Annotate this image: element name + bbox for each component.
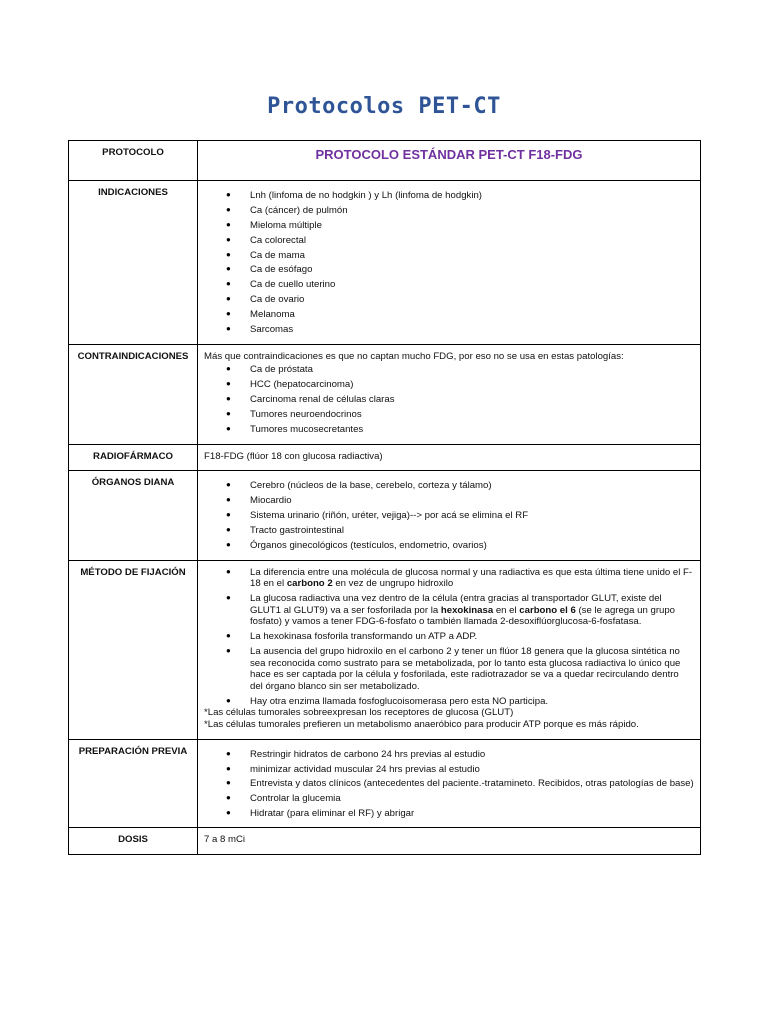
list-item: ● Lnh (linfoma de no hodgkin ) y Lh (linfoma de hodgkin): [204, 190, 694, 202]
list-item: ● Melanoma: [204, 309, 694, 321]
row-contraindicaciones: [69, 344, 701, 444]
list-item: ● La ausencia del grupo hidroxilo en el carbono 2 y tener un flúor 18 genera que la glucosa sintética no sea reconocida como sustrato para se metabolizada, por lo tanto esta glucosa radiactiva lo único que hace es ser captada por la célula y fosforilada, este radiotrazador se va a quedar recirculando dentro del órgano blanco sin ser metabolizado.: [204, 646, 694, 693]
metodo-note: *Las células tumorales prefieren un metabolismo anaeróbico para producir ATP porque es más rápido.: [204, 719, 639, 731]
metodo-text: La glucosa radiactiva una vez dentro de la célula (entra gracias al transportador GLUT, existe del GLUT1 al GLUT9) va a ser fosforilada por la: [250, 593, 662, 616]
list-item: ● La hexokinasa fosforila transformando un ATP a ADP.: [204, 631, 694, 643]
contraindicaciones-label: CONTRAINDICACIONES: [69, 344, 198, 444]
dosis-value: 7 a 8 mCi: [198, 828, 701, 855]
metodo-list: [204, 567, 694, 708]
list-item: ● Restringir hidratos de carbono 24 hrs previas al estudio: [204, 749, 694, 761]
metodo-text: La diferencia entre una molécula de glucosa normal y una radiactiva es que esta última tiene unido el F-18 en el: [250, 566, 693, 590]
list-item: ● Ca de mama: [204, 250, 694, 262]
list-item: ● Tumores mucosecretantes: [204, 424, 694, 436]
list-item: ● Hay otra enzima llamada fosfoglucoisomerasa pero esta NO participa.: [204, 696, 694, 708]
list-item: ● Hidratar (para eliminar el RF) y abrigar: [204, 808, 694, 820]
list-item: ● Mieloma múltiple: [204, 220, 694, 232]
list-item: ● Tumores neuroendocrinos: [204, 409, 694, 421]
list-item: ● Miocardio: [204, 495, 694, 507]
metodo-label: MÉTODO DE FIJACIÓN: [69, 560, 198, 739]
row-metodo: [69, 560, 701, 739]
metodo-text: (se le agrega un grupo fosfato) y vamos a tener FDG-6-fosfato o también llamada 2-desoxiflúorglucosa-6-fosfatasa.: [250, 604, 676, 628]
organos-list: [204, 480, 694, 551]
list-item: [204, 567, 694, 590]
page-title: Protocolos PET-CT: [267, 94, 501, 119]
indicaciones-list: [204, 190, 694, 336]
list-item: ● Ca de próstata: [204, 364, 694, 376]
contraindicaciones-intro: Más que contraindicaciones es que no captan mucho FDG, por eso no se usa en estas patologías:: [204, 350, 624, 362]
indicaciones-content: [198, 181, 701, 345]
row-indicaciones: [69, 181, 701, 345]
indicaciones-label: INDICACIONES: [69, 181, 198, 345]
metodo-content: [198, 560, 701, 739]
list-item: ● Ca (cáncer) de pulmón: [204, 205, 694, 217]
list-item: ● Sarcomas: [204, 324, 694, 336]
metodo-text: en el: [493, 604, 520, 616]
list-item: ● Ca de esófago: [204, 264, 694, 276]
list-item: ● Ca colorectal: [204, 235, 694, 247]
list-item: ● Carcinoma renal de células claras: [204, 394, 694, 406]
preparacion-content: [198, 739, 701, 828]
list-item: [204, 593, 694, 628]
row-radiofarmaco: [69, 444, 701, 471]
radiofarmaco-value: F18-FDG (flúor 18 con glucosa radiactiva): [198, 444, 701, 471]
list-item: ● Órganos ginecológicos (testículos, endometrio, ovarios): [204, 540, 694, 552]
list-item: ● Sistema urinario (riñón, uréter, vejiga)--> por acá se elimina el RF: [204, 510, 694, 522]
protocol-label: PROTOCOLO: [69, 141, 198, 181]
metodo-emphasis: carbono 2: [286, 578, 333, 590]
radiofarmaco-label: RADIOFÁRMACO: [69, 444, 198, 471]
metodo-emphasis: carbono el 6: [519, 604, 576, 616]
contraindicaciones-list: [204, 364, 694, 435]
list-item: ● Cerebro (núcleos de la base, cerebelo, corteza y tálamo): [204, 480, 694, 492]
protocol-table: [68, 140, 701, 855]
list-item: ● Tracto gastrointestinal: [204, 525, 694, 537]
row-preparacion: [69, 739, 701, 828]
dosis-label: DOSIS: [69, 828, 198, 855]
metodo-note: *Las células tumorales sobreexpresan los receptores de glucosa (GLUT): [204, 707, 514, 719]
preparacion-label: PREPARACIÓN PREVIA: [69, 739, 198, 828]
list-item: ● minimizar actividad muscular 24 hrs previas al estudio: [204, 764, 694, 776]
row-dosis: [69, 828, 701, 855]
list-item: ● Ca de cuello uterino: [204, 279, 694, 291]
list-item: ● Entrevista y datos clínicos (antecedentes del paciente.-tratamineto. Recibidos, otras patologías de base): [204, 778, 694, 790]
list-item: ● HCC (hepatocarcinoma): [204, 379, 694, 391]
metodo-emphasis: hexokinasa: [440, 604, 494, 616]
preparacion-list: [204, 749, 694, 820]
contraindicaciones-content: [198, 344, 701, 444]
metodo-text: en vez de ungrupo hidroxilo: [332, 578, 454, 590]
list-item: ● Ca de ovario: [204, 294, 694, 306]
row-protocolo: [69, 141, 701, 181]
list-item: ● Controlar la glucemia: [204, 793, 694, 805]
row-organos: [69, 471, 701, 560]
protocol-name: PROTOCOLO ESTÁNDAR PET-CT F18-FDG: [198, 141, 701, 181]
organos-label: ÓRGANOS DIANA: [69, 471, 198, 560]
organos-content: [198, 471, 701, 560]
